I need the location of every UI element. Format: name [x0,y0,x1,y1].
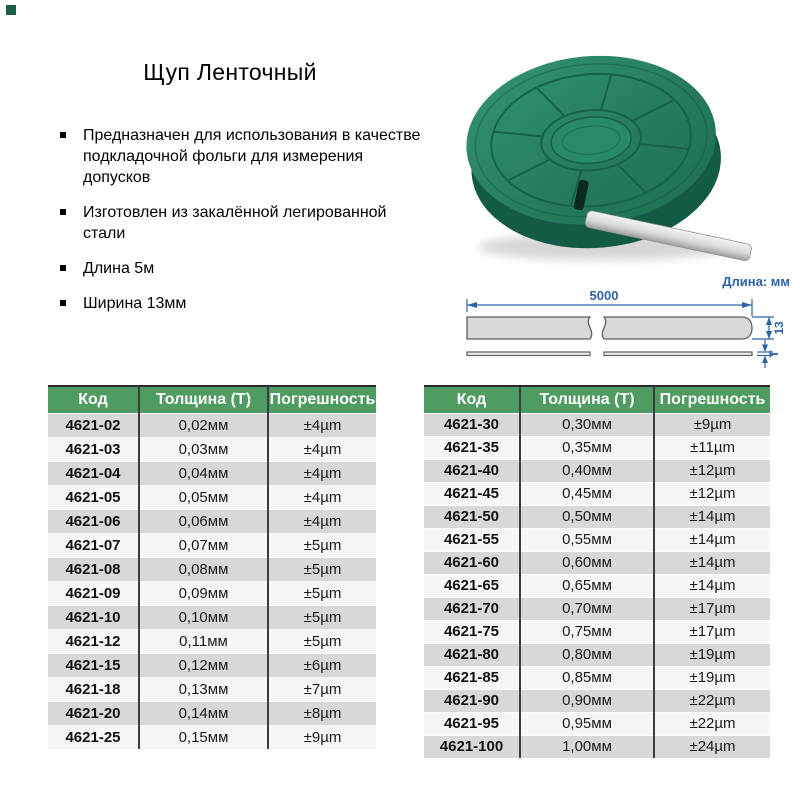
code-cell: 4621-35 [424,436,520,459]
table-row [48,413,376,437]
thickness-cell: 0,95мм [520,712,654,735]
code-cell: 4621-100 [424,735,520,758]
table-header-row [48,386,376,413]
table-row [48,437,376,461]
code-cell: 4621-90 [424,689,520,712]
tolerance-cell: ±19µm [654,643,770,666]
code-cell: 4621-40 [424,459,520,482]
table-row [48,557,376,581]
tolerance-cell: ±5µm [268,533,376,557]
code-cell: 4621-12 [48,629,139,653]
tolerance-cell: ±7µm [268,677,376,701]
tolerance-cell: ±14µm [654,505,770,528]
table-row [424,643,770,666]
code-cell: 4621-09 [48,581,139,605]
code-cell: 4621-02 [48,413,139,437]
col-header-thickness: Толщина (Т) [520,386,654,413]
thickness-cell: 0,70мм [520,597,654,620]
thickness-cell: 0,75мм [520,620,654,643]
code-cell: 4621-70 [424,597,520,620]
thickness-cell: 0,04мм [139,461,268,485]
thickness-cell: 0,15мм [139,725,268,749]
col-header-code: Код [424,386,520,413]
thickness-cell: 0,40мм [520,459,654,482]
thickness-cell: 0,90мм [520,689,654,712]
strip-top-view-right [602,317,752,339]
table-row [48,509,376,533]
thickness-cell: 0,10мм [139,605,268,629]
col-header-code: Код [48,386,139,413]
tolerance-cell: ±4µm [268,437,376,461]
tolerance-cell: ±6µm [268,653,376,677]
tolerance-cell: ±14µm [654,551,770,574]
table-row [48,461,376,485]
table-row [48,605,376,629]
table-row [424,597,770,620]
tolerance-cell: ±22µm [654,712,770,735]
product-photo [448,50,778,270]
tolerance-cell: ±8µm [268,701,376,725]
table-row [48,533,376,557]
tolerance-cell: ±22µm [654,689,770,712]
tolerance-cell: ±11µm [654,436,770,459]
strip-top-view-left [467,317,592,339]
tolerance-cell: ±5µm [268,605,376,629]
tolerance-cell: ±5µm [268,629,376,653]
code-cell: 4621-85 [424,666,520,689]
tolerance-cell: ±4µm [268,461,376,485]
feature-text: Предназначен для использования в качестве подкладочной фольги для измерения допусков [83,127,421,186]
thickness-cell: 0,02мм [139,413,268,437]
code-cell: 4621-50 [424,505,520,528]
table-row [48,677,376,701]
tolerance-cell: ±12µm [654,459,770,482]
thickness-cell: 0,11мм [139,629,268,653]
col-header-tolerance: Погрешность [268,386,376,413]
code-cell: 4621-08 [48,557,139,581]
code-cell: 4621-15 [48,653,139,677]
thickness-cell: 1,00мм [520,735,654,758]
tolerance-cell: ±12µm [654,482,770,505]
tolerance-cell: ±14µm [654,528,770,551]
code-cell: 4621-65 [424,574,520,597]
tolerance-cell: ±24µm [654,735,770,758]
code-cell: 4621-80 [424,643,520,666]
thickness-dimension-label: Т [767,350,781,358]
page-title: Щуп Ленточный [143,59,317,86]
code-cell: 4621-10 [48,605,139,629]
list-item [60,258,432,279]
strip-side-view-left [467,352,590,356]
thickness-cell: 0,13мм [139,677,268,701]
list-item [60,293,432,314]
thickness-cell: 0,06мм [139,509,268,533]
thickness-cell: 0,45мм [520,482,654,505]
code-cell: 4621-30 [424,413,520,436]
tolerance-cell: ±9µm [654,413,770,436]
diagram-units-label: Длина: мм [722,274,790,289]
tolerance-cell: ±19µm [654,666,770,689]
thickness-cell: 0,80мм [520,643,654,666]
bullet-square-icon [60,265,66,271]
table-row [424,528,770,551]
feature-text: Длина 5м [83,260,155,277]
spec-table-right [424,385,770,758]
thickness-cell: 0,60мм [520,551,654,574]
code-cell: 4621-55 [424,528,520,551]
tolerance-cell: ±5µm [268,557,376,581]
col-header-tolerance: Погрешность [654,386,770,413]
table-header-row [424,386,770,413]
code-cell: 4621-03 [48,437,139,461]
list-item [60,202,432,244]
code-cell: 4621-06 [48,509,139,533]
tolerance-cell: ±5µm [268,581,376,605]
table-row [424,482,770,505]
thickness-cell: 0,30мм [520,413,654,436]
table-row [424,505,770,528]
table-row [424,620,770,643]
bullet-square-icon [60,209,66,215]
table-row [424,666,770,689]
code-cell: 4621-04 [48,461,139,485]
thickness-cell: 0,14мм [139,701,268,725]
table-row [424,436,770,459]
tolerance-cell: ±9µm [268,725,376,749]
table-row [424,413,770,436]
thickness-cell: 0,65мм [520,574,654,597]
feature-text: Изготовлен из закалённой легированной стали [83,204,387,242]
bullet-square-icon [60,300,66,306]
feature-text: Ширина 13мм [83,295,187,312]
table-row [424,574,770,597]
code-cell: 4621-05 [48,485,139,509]
table-row [424,712,770,735]
code-cell: 4621-75 [424,620,520,643]
table-row [424,459,770,482]
dimension-diagram [452,272,792,377]
tolerance-cell: ±14µm [654,574,770,597]
tolerance-cell: ±4µm [268,485,376,509]
thickness-cell: 0,12мм [139,653,268,677]
thickness-cell: 0,07мм [139,533,268,557]
tolerance-cell: ±17µm [654,620,770,643]
strip-side-view-right [604,352,752,356]
table-row [48,629,376,653]
tolerance-cell: ±4µm [268,509,376,533]
thickness-cell: 0,85мм [520,666,654,689]
feature-list [60,125,432,328]
tolerance-cell: ±4µm [268,413,376,437]
code-cell: 4621-25 [48,725,139,749]
thickness-cell: 0,50мм [520,505,654,528]
table-row [48,725,376,749]
code-cell: 4621-95 [424,712,520,735]
code-cell: 4621-20 [48,701,139,725]
tolerance-cell: ±17µm [654,597,770,620]
spec-table-left [48,385,376,749]
table-row [424,735,770,758]
table-row [424,689,770,712]
table-row [48,653,376,677]
col-header-thickness: Толщина (Т) [139,386,268,413]
code-cell: 4621-60 [424,551,520,574]
width-dimension-label: 13 [772,321,786,335]
thickness-cell: 0,08мм [139,557,268,581]
thickness-cell: 0,55мм [520,528,654,551]
list-item [60,125,432,188]
table-row [48,581,376,605]
code-cell: 4621-07 [48,533,139,557]
table-row [424,551,770,574]
thickness-cell: 0,09мм [139,581,268,605]
page-corner-mark [6,5,16,15]
length-dimension-label: 5000 [589,288,619,303]
bullet-square-icon [60,132,66,138]
code-cell: 4621-18 [48,677,139,701]
thickness-cell: 0,35мм [520,436,654,459]
thickness-cell: 0,05мм [139,485,268,509]
table-row [48,485,376,509]
code-cell: 4621-45 [424,482,520,505]
table-row [48,701,376,725]
thickness-cell: 0,03мм [139,437,268,461]
